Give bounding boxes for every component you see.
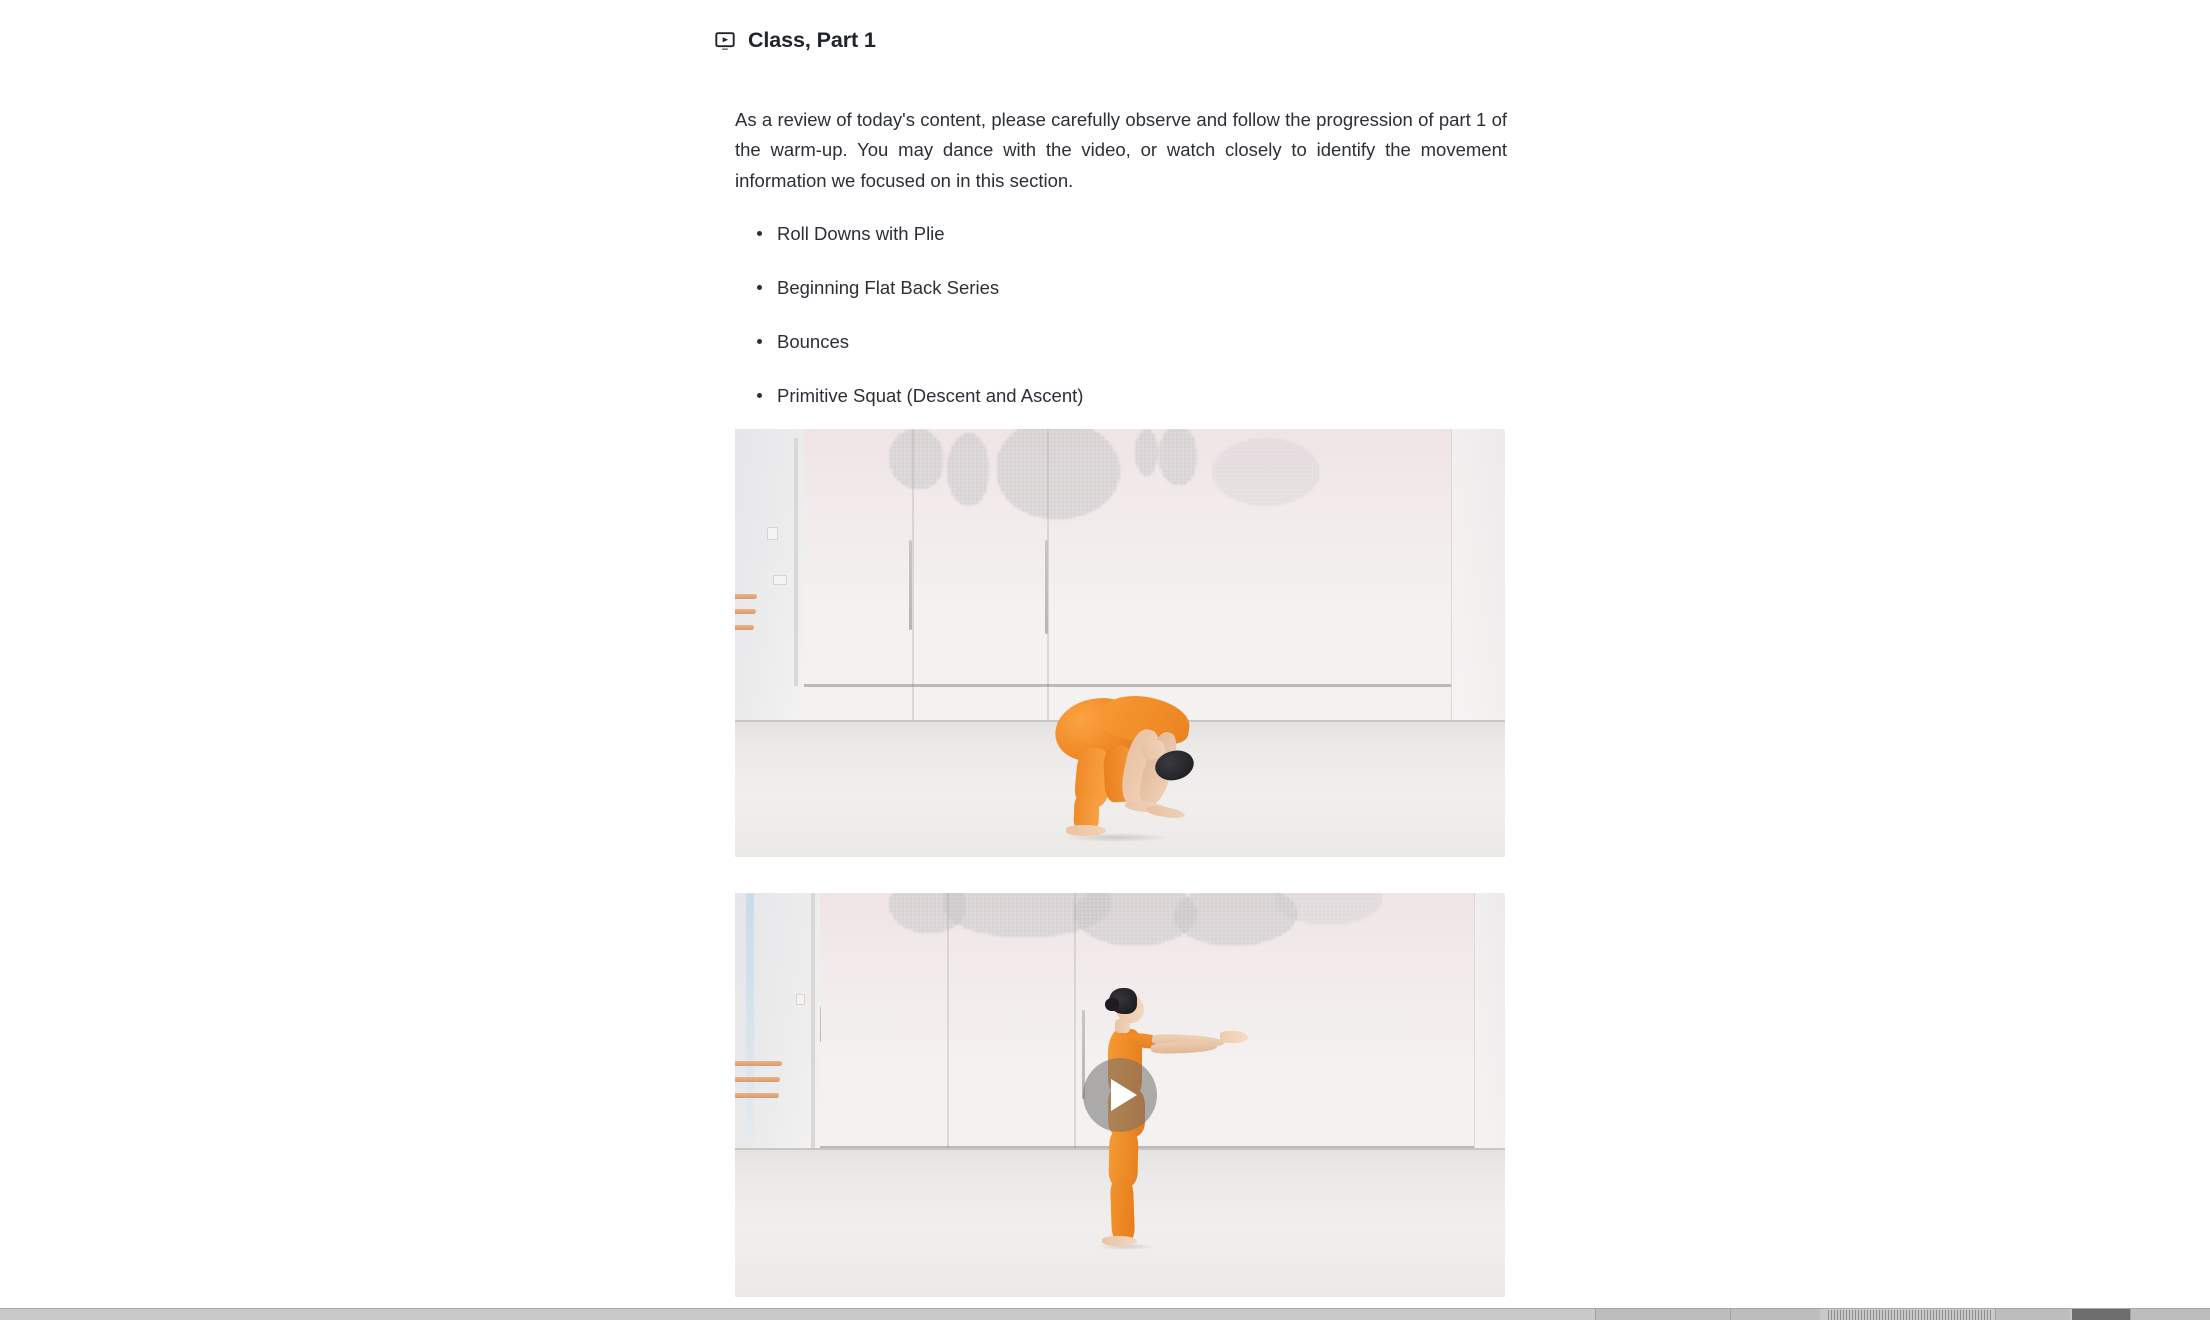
taskbar-segment[interactable] [1595, 1309, 1730, 1320]
lesson-content-column [735, 0, 1507, 492]
taskbar-segment[interactable] [1730, 1309, 1820, 1320]
taskbar-segment-active[interactable] [2072, 1309, 2130, 1320]
page-title: Class, Part 1 [748, 28, 876, 53]
list-item: Beginning Flat Back Series [777, 276, 1507, 300]
topic-list [735, 222, 1507, 462]
taskbar-segment[interactable] [1828, 1310, 1993, 1320]
play-icon [1111, 1079, 1137, 1111]
dancer-figure [735, 429, 1505, 857]
video-player-1[interactable] [735, 429, 1505, 857]
list-item: Primitive Squat (Descent and Ascent) [777, 384, 1507, 408]
bottom-taskbar-strip[interactable] [0, 1308, 2210, 1320]
studio-scene-1 [735, 429, 1505, 857]
list-item: Roll Downs with Plie [777, 222, 1507, 246]
taskbar-segment[interactable] [1995, 1309, 2070, 1320]
lesson-header [715, 14, 1507, 69]
play-button[interactable] [1083, 1058, 1157, 1132]
taskbar-segment[interactable] [2130, 1309, 2210, 1320]
list-item: Bounces [777, 330, 1507, 354]
video-lesson-icon [715, 31, 735, 51]
lesson-intro-paragraph: As a review of today's content, please carefully observe and follow the progression of part 1 of the warm-up. You may dance with the video, or watch closely to identify the movement information we focused on in this section. [735, 108, 1507, 191]
video-player-2[interactable] [735, 893, 1505, 1297]
